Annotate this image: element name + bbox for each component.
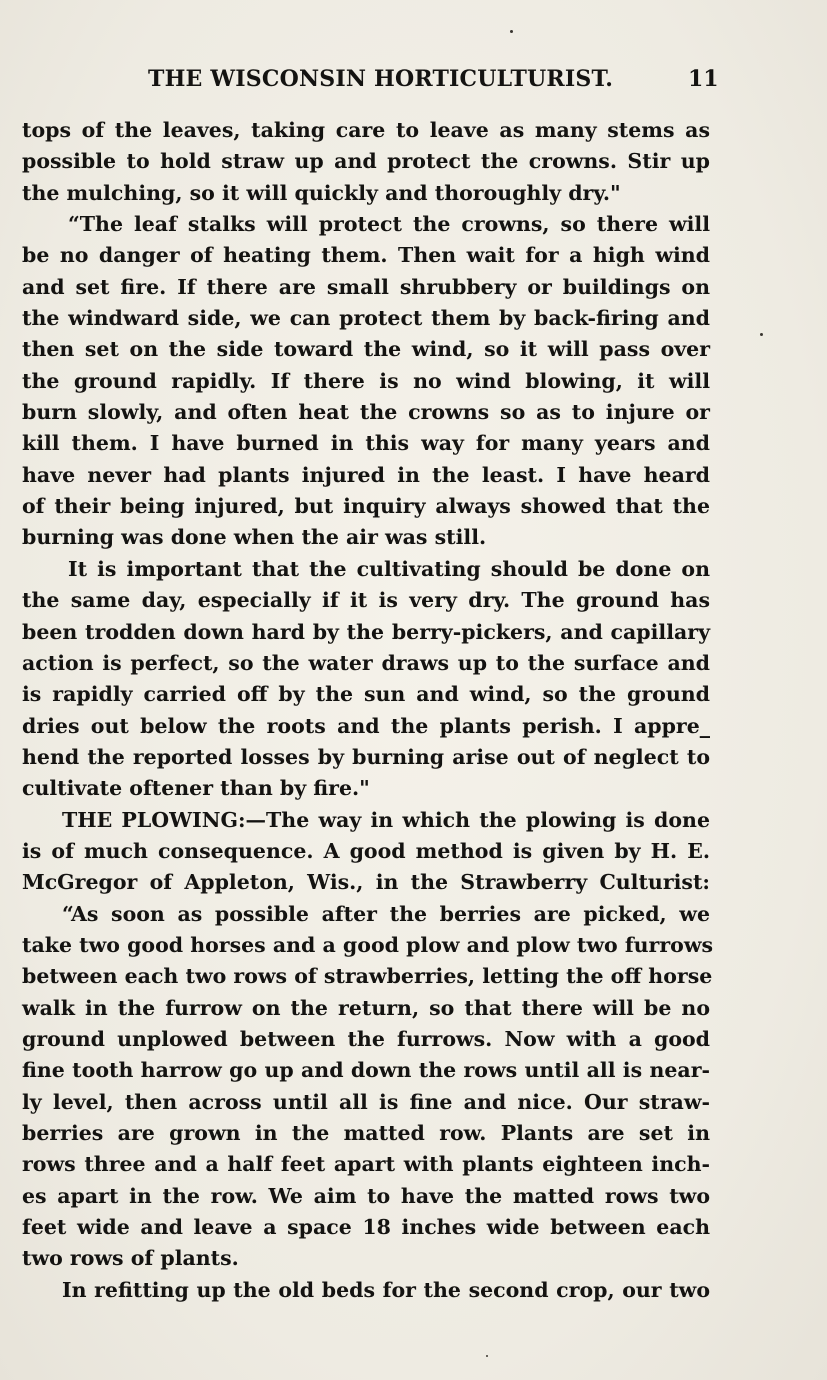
text-line: ground unplowed between the furrows. Now with a good	[22, 1026, 710, 1051]
text-line: es apart in the row. We aim to have the matted rows two	[22, 1183, 710, 1208]
text-line: is of much consequence. A good method is given by H. E.	[22, 838, 710, 863]
text-line: “As soon as possible after the berries are picked, we	[62, 901, 710, 926]
text-line: feet wide and leave a space 18 inches wide between each	[22, 1215, 710, 1240]
text-line: “The leaf stalks will protect the crowns, so there will	[68, 212, 710, 237]
text-line: cultivate oftener than by fire."	[22, 776, 370, 801]
text-line: It is important that the cultivating should be done on	[68, 556, 710, 581]
text-line: two rows of plants.	[22, 1246, 239, 1271]
running-title: THE WISCONSIN HORTICULTURIST.	[148, 66, 614, 92]
text-line: burn slowly, and often heat the crowns so as to injure or	[22, 400, 710, 425]
text-line: fine tooth harrow go up and down the rows until all is near-	[22, 1058, 710, 1083]
text-line: been trodden down hard by the berry-pickers, and capillary	[22, 619, 710, 644]
text-line: and set fire. If there are small shrubbery or buildings on	[22, 274, 710, 299]
text-line: dries out below the roots and the plants perish. I appre_	[22, 713, 710, 738]
text-line: of their being injured, but inquiry always showed that the	[22, 494, 710, 519]
text-line: then set on the side toward the wind, so it will pass over	[22, 337, 710, 362]
text-line: between each two rows of strawberries, letting the off horse	[22, 964, 713, 989]
text-line: McGregor of Appleton, Wis., in the Strawberry Culturist:	[22, 870, 710, 895]
text-line: kill them. I have burned in this way for many years and	[22, 431, 710, 456]
text-line: the windward side, we can protect them by back-firing and	[22, 306, 710, 331]
section-heading-line: THE PLOWING:—The way in which the plowing is done	[62, 807, 710, 832]
text-line: In refitting up the old beds for the second crop, our two	[62, 1277, 710, 1302]
text-line: possible to hold straw up and protect the crowns. Stir up	[22, 149, 710, 174]
text-line: take two good horses and a good plow and plow two furrows	[22, 932, 714, 957]
text-line: have never had plants injured in the least. I have heard	[22, 462, 710, 487]
text-line: ly level, then across until all is fine and nice. Our straw-	[22, 1089, 710, 1114]
text-line: walk in the furrow on the return, so that there will be no	[22, 995, 710, 1020]
text-line: burning was done when the air was still.	[22, 525, 487, 550]
text-line: berries are grown in the matted row. Plants are set in	[22, 1121, 710, 1145]
text-line: tops of the leaves, taking care to leave as many stems as	[22, 118, 710, 142]
text-line: rows three and a half feet apart with plants eighteen inch-	[22, 1152, 710, 1177]
ink-speck	[760, 333, 763, 336]
text-line: is rapidly carried off by the sun and wind, so the ground	[22, 682, 710, 707]
ink-speck	[486, 1355, 488, 1357]
text-line: action is perfect, so the water draws up to the surface and	[22, 650, 710, 675]
page-number: 11	[688, 66, 719, 92]
text-line: the mulching, so it will quickly and thoroughly dry."	[22, 180, 621, 205]
body-text	[22, 115, 714, 1306]
ink-speck	[510, 30, 513, 33]
text-line: hend the reported losses by burning arise out of neglect to	[22, 744, 710, 769]
text-line: the ground rapidly. If there is no wind blowing, it will	[22, 368, 710, 393]
text-line: the same day, especially if it is very dry. The ground has	[22, 588, 710, 613]
text-line: be no danger of heating them. Then wait for a high wind	[22, 243, 710, 268]
page-header	[0, 66, 827, 100]
